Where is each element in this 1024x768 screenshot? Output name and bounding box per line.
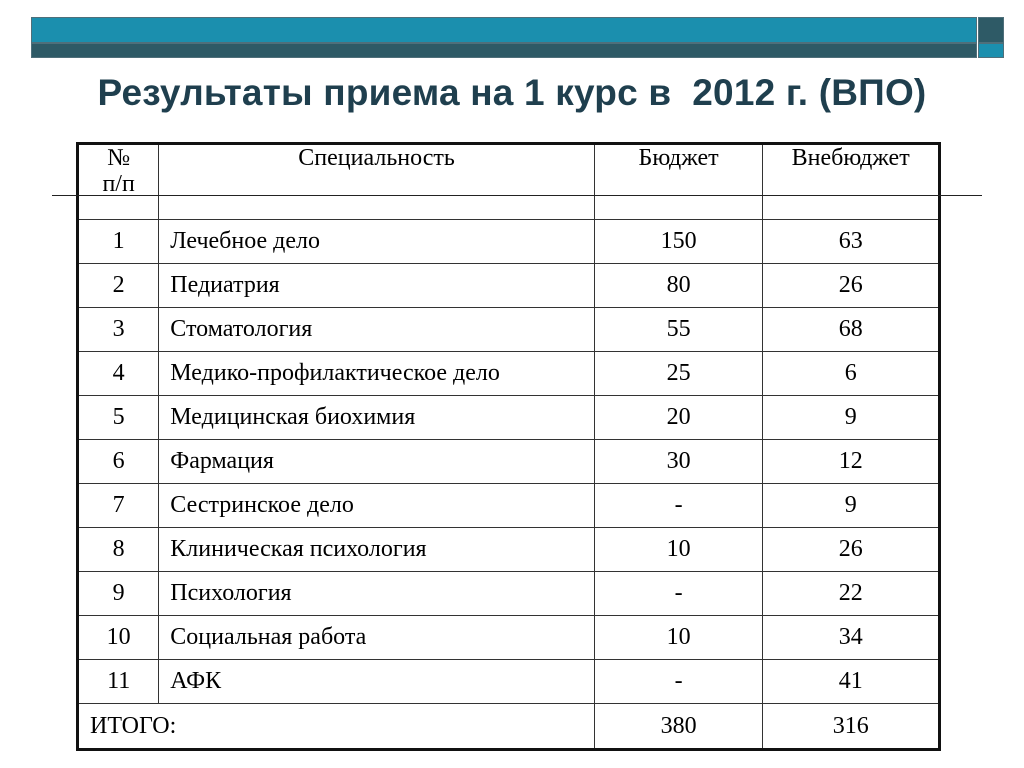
- row-budget: 10: [594, 616, 763, 660]
- header-budget: Бюджет: [594, 144, 763, 220]
- row-budget: 55: [594, 308, 763, 352]
- table-row: [78, 440, 940, 484]
- row-specialty: Фармация: [159, 440, 595, 484]
- row-specialty: Медицинская биохимия: [159, 396, 595, 440]
- row-specialty: АФК: [159, 660, 595, 704]
- row-budget: 30: [594, 440, 763, 484]
- row-budget: -: [594, 572, 763, 616]
- row-number: 6: [78, 440, 159, 484]
- row-specialty: Сестринское дело: [159, 484, 595, 528]
- row-number: 11: [78, 660, 159, 704]
- table-row: [78, 352, 940, 396]
- row-specialty: Стоматология: [159, 308, 595, 352]
- row-number: 3: [78, 308, 159, 352]
- row-extra-budget: 26: [763, 528, 940, 572]
- row-extra-budget: 22: [763, 572, 940, 616]
- table-row: [78, 484, 940, 528]
- total-extra-budget: 316: [763, 704, 940, 750]
- table-row: [78, 528, 940, 572]
- table-row: [78, 396, 940, 440]
- row-extra-budget: 63: [763, 220, 940, 264]
- row-number: 5: [78, 396, 159, 440]
- table-row: [78, 616, 940, 660]
- row-number: 1: [78, 220, 159, 264]
- header-bar-top: [31, 17, 977, 43]
- row-extra-budget: 41: [763, 660, 940, 704]
- table-row: [78, 264, 940, 308]
- row-budget: 150: [594, 220, 763, 264]
- header-rule-line: [52, 195, 982, 196]
- header-extra-budget: Внебюджет: [763, 144, 940, 220]
- row-extra-budget: 26: [763, 264, 940, 308]
- row-number: 2: [78, 264, 159, 308]
- row-extra-budget: 68: [763, 308, 940, 352]
- header-number: [78, 144, 159, 220]
- row-budget: -: [594, 660, 763, 704]
- header-number-symbol: №: [107, 145, 131, 171]
- row-specialty: Клиническая психология: [159, 528, 595, 572]
- row-number: 10: [78, 616, 159, 660]
- row-number: 9: [78, 572, 159, 616]
- row-specialty: Социальная работа: [159, 616, 595, 660]
- row-number: 4: [78, 352, 159, 396]
- row-budget: 80: [594, 264, 763, 308]
- total-label: ИТОГО:: [78, 704, 595, 750]
- row-specialty: Лечебное дело: [159, 220, 595, 264]
- row-extra-budget: 6: [763, 352, 940, 396]
- table-row: [78, 220, 940, 264]
- table-total-row: [78, 704, 940, 750]
- row-extra-budget: 9: [763, 396, 940, 440]
- results-table: [76, 142, 941, 751]
- row-specialty: Психология: [159, 572, 595, 616]
- header-square-light: [978, 43, 1004, 58]
- header-bar-bottom: [31, 43, 977, 58]
- row-specialty: Педиатрия: [159, 264, 595, 308]
- page-title: Результаты приема на 1 курс в 2012 г. (ВПО): [97, 72, 927, 113]
- row-number: 7: [78, 484, 159, 528]
- row-specialty: Медико-профилактическое дело: [159, 352, 595, 396]
- header-square-dark: [978, 17, 1004, 43]
- table-row: [78, 660, 940, 704]
- table-header-row: [78, 144, 940, 220]
- total-budget: 380: [594, 704, 763, 750]
- row-budget: 25: [594, 352, 763, 396]
- header-number-abbr: п/п: [102, 171, 135, 197]
- table-row: [78, 572, 940, 616]
- row-extra-budget: 9: [763, 484, 940, 528]
- table-row: [78, 308, 940, 352]
- header-specialty: Специальность: [159, 144, 595, 220]
- row-budget: 10: [594, 528, 763, 572]
- row-extra-budget: 12: [763, 440, 940, 484]
- row-budget: 20: [594, 396, 763, 440]
- row-number: 8: [78, 528, 159, 572]
- row-extra-budget: 34: [763, 616, 940, 660]
- row-budget: -: [594, 484, 763, 528]
